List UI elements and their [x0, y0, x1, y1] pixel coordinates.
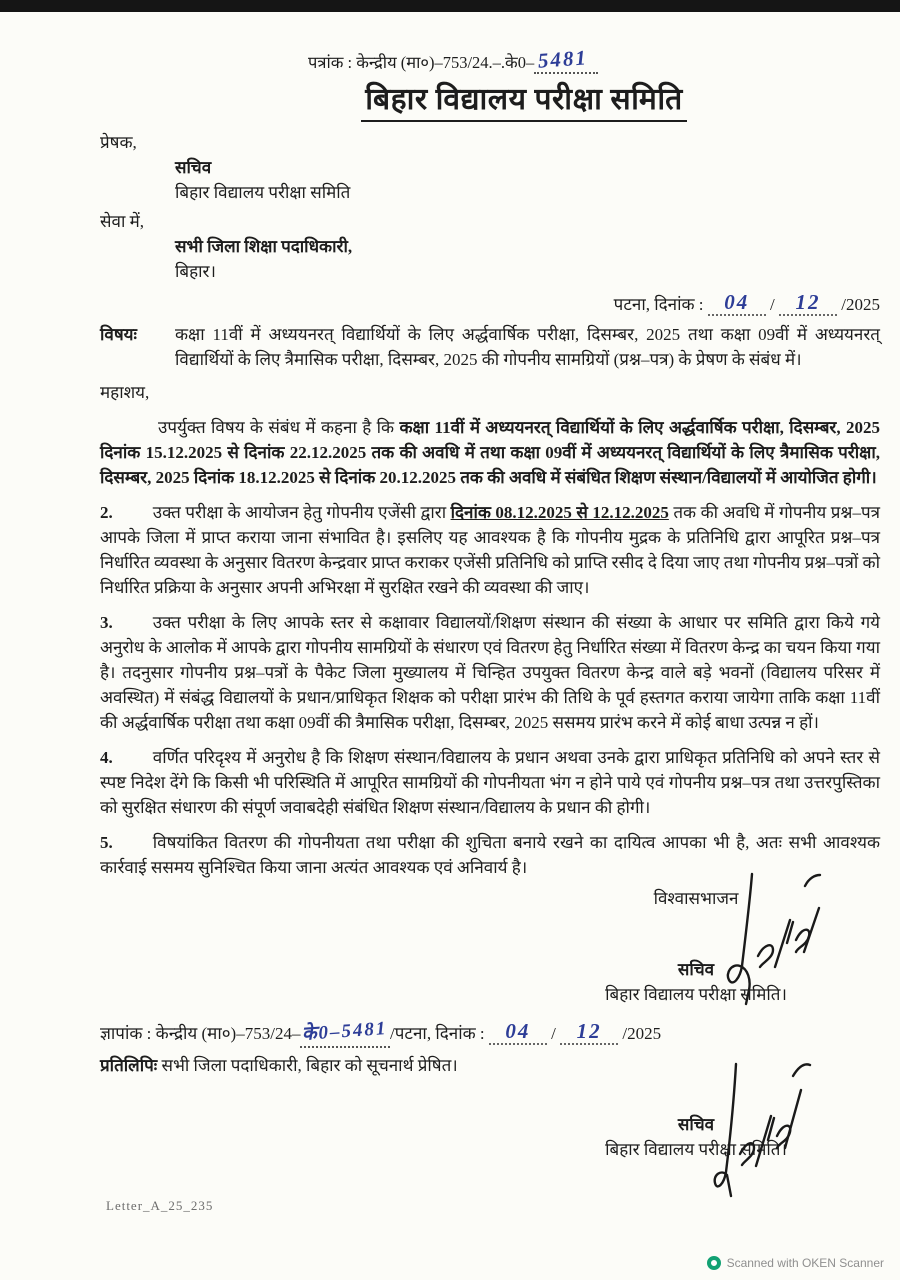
date-day-blank [708, 290, 766, 316]
signature-block-2 [576, 1112, 816, 1162]
from-label: प्रेषक, [100, 133, 137, 152]
para-1 [100, 415, 880, 490]
subject-text: कक्षा 11वीं में अध्ययनरत् विद्यार्थियों के लिए अर्द्धवार्षिक परीक्षा, दिसम्बर, 2025 तथा कक्षा 09वीं में अध्ययनरत् विद्यार्थियों के लिए त्रैमासिक परीक्षा, दिसम्बर, 2025 की गोपनीय सामग्रियों (प्रश्न–पत्र) के प्रेषण के संबंध में। [175, 325, 880, 369]
para-1-bold: कक्षा 11वीं में अध्ययनरत् विद्यार्थियों के लिए अर्द्धवार्षिक परीक्षा, दिसम्बर, 2025 दिनांक 15.12.2025 से दिनांक 22.12.2025 तक की अवधि में तथा कक्षा 09वीं में अध्ययनरत् विद्यार्थियों के लिए त्रैमासिक परीक्षा, दिसम्बर, 2025 दिनांक 18.12.2025 से दिनांक 20.12.2025 तक की अवधि में संबंधित शिक्षण संस्थान/विद्यालयों में आयोजित होगी। [100, 418, 880, 487]
memo-label: ज्ञापांक : केन्द्रीय (मा०)–753/24– [100, 1024, 301, 1043]
to-place: बिहार। [175, 262, 216, 281]
ref-blank-underline [534, 45, 598, 74]
subject-label: विषयः [100, 325, 137, 344]
memo-suffix: /पटना, दिनांक : [390, 1024, 485, 1043]
org-title: बिहार विद्यालय परीक्षा समिति [361, 81, 686, 122]
para-3-text: उक्त परीक्षा के लिए आपके स्तर से कक्षावार विद्यालयों/शिक्षण संस्थान की संख्या के आधार पर समिति द्वारा किये गये अनुरोध के आलोक में आपके द्वारा गोपनीय सामग्रियों के संधारण एवं वितरण हेतु निर्धारित संख्या में वितरण केन्द्र का चयन किया गया है। तदनुसार गोपनीय प्रश्न–पत्रों के पैकेट जिला मुख्यालय में चिन्हित उपयुक्त वितरण केन्द्र वाले बड़े भवनों (विद्यालय परिसर में अवस्थित) में संबंद्ध विद्यालयों के प्रधान/प्राधिकृत शिक्षक को परीक्षा प्रारंभ की तिथि के पूर्व हस्तगत कराया जायेगा ताकि कक्षा 11वीं की अर्द्धवार्षिक परीक्षा तथा कक्षा 09वीं की त्रैमासिक परीक्षा, दिसम्बर, 2025 ससमय प्रारंभ करने में कोई बाधा उत्पन्न न हों। [100, 613, 880, 732]
salutation: महाशय, [100, 383, 150, 402]
copy-label: प्रतिलिपिः [100, 1056, 158, 1075]
scan-top-bar [0, 0, 900, 12]
ref-number-line [308, 45, 880, 75]
closing-phrase: विश्वासभाजन [653, 889, 739, 908]
memo-slash-1: / [551, 1024, 556, 1043]
para-2-text-a: उक्त परीक्षा के आयोजन हेतु गोपनीय एजेंसी द्वारा [152, 503, 447, 522]
memo-handwritten-day: 04 [505, 1019, 531, 1043]
to-addressee: सभी जिला शिक्षा पदाधिकारी, [175, 237, 353, 256]
letter-content [100, 45, 880, 1162]
handwritten-ref-number: 5481 [537, 45, 589, 73]
date-line [100, 292, 880, 317]
para-5-number: 5. [100, 833, 113, 852]
para-4 [100, 745, 880, 820]
handwritten-day: 04 [724, 290, 750, 314]
para-4-text: वर्णित परिदृश्य में अनुरोध है कि शिक्षण संस्थान/विद्यालय के प्रधान अथवा उनके द्वारा प्राधिकृत प्रतिनिधि को अपने स्तर से स्पष्ट निदेश देंगे कि किसी भी परिस्थिति में आपूरित सामग्रियों की गोपनीयता भंग न होने पाये एवं गोपनीय प्रश्न–पत्र तथा उत्तरपुस्तिका को सुरक्षित संधारण की संपूर्ण जवाबदेही संबंधित शिक्षण संस्थान/विद्यालय के प्रधान की होगी। [100, 748, 880, 817]
from-org: बिहार विद्यालय परीक्षा समिति [175, 183, 351, 202]
to-label: सेवा में, [100, 212, 145, 231]
memo-day-blank [489, 1019, 547, 1045]
para-3 [100, 610, 880, 735]
memo-month-blank [560, 1019, 618, 1045]
para-2-text-b: तक की अवधि में गोपनीय प्रश्न–पत्र आपके जिला में प्राप्त कराया जाना संभावित है। इसलिए यह आवश्यक है कि गोपनीय मुद्रक के प्रतिनिधि द्वारा आपूरित प्रश्न–पत्र निर्धारित व्यवस्था के अनुसार वितरण केन्द्रवार प्राप्त कराकर एजेंसी प्रतिनिधि को प्राप्ति रसीद दे दिया जाए तथा गोपनीय प्रश्न–पत्रों को निर्धारित प्रक्रिया के अनुसार अपनी अभिरक्षा में सुरक्षित रखने की व्यवस्था की जाए। [100, 503, 880, 597]
signature-1-space [576, 911, 816, 957]
document-id: Letter_A_25_235 [106, 1198, 214, 1213]
ref-label: पत्रांक : केन्द्रीय (मा०)–753/24.–.के0– [308, 53, 535, 72]
para-1-normal: उपर्युक्त विषय के संबंध में कहना है कि [158, 418, 395, 437]
signature-block-1 [576, 886, 816, 1007]
signatory-1-org: बिहार विद्यालय परीक्षा समिति। [605, 985, 787, 1004]
para-5 [100, 830, 880, 880]
org-title-wrap [168, 81, 880, 122]
para-2-number: 2. [100, 503, 113, 522]
copy-line [100, 1053, 880, 1078]
handwritten-month: 12 [795, 290, 821, 314]
date-prefix: पटना, दिनांक : [613, 295, 704, 314]
memo-handwritten-ref: के0–5481 [301, 1018, 389, 1045]
from-name: सचिव [175, 158, 212, 177]
para-5-text: विषयांकित वितरण की गोपनीयता तथा परीक्षा की शुचिता बनाये रखने का दायित्व आपका भी है, अतः सभी आवश्यक कार्रवाई ससमय सुनिश्चित किया जाना अत्यंत आवश्यक एवं अनिवार्य है। [100, 833, 880, 877]
date-year: 2025 [846, 295, 880, 314]
para-3-number: 3. [100, 613, 113, 632]
para-4-number: 4. [100, 748, 113, 767]
para-2 [100, 500, 880, 600]
memo-handwritten-underline [300, 1018, 390, 1048]
memo-line [100, 1018, 880, 1048]
scanner-label: Scanned with OKEN Scanner [726, 1256, 884, 1270]
memo-slash-2: / [622, 1024, 628, 1043]
date-slash-2: / [841, 295, 846, 314]
memo-handwritten-month: 12 [576, 1019, 602, 1043]
oken-scanner-icon [707, 1256, 721, 1270]
signatory-2-org: बिहार विद्यालय परीक्षा समिति। [605, 1140, 787, 1159]
signatory-2-designation: सचिव [677, 1115, 715, 1134]
scanner-badge [707, 1256, 884, 1270]
para-2-bold-dates: दिनांक 08.12.2025 से 12.12.2025 [450, 503, 669, 522]
subject-block [100, 322, 880, 372]
signatory-1-designation: सचिव [677, 960, 715, 979]
date-month-blank [779, 290, 837, 316]
memo-year: 2025 [627, 1024, 662, 1043]
copy-text: सभी जिला पदाधिकारी, बिहार को सूचनार्थ प्रेषित। [161, 1056, 458, 1075]
date-slash-1: / [770, 295, 775, 314]
